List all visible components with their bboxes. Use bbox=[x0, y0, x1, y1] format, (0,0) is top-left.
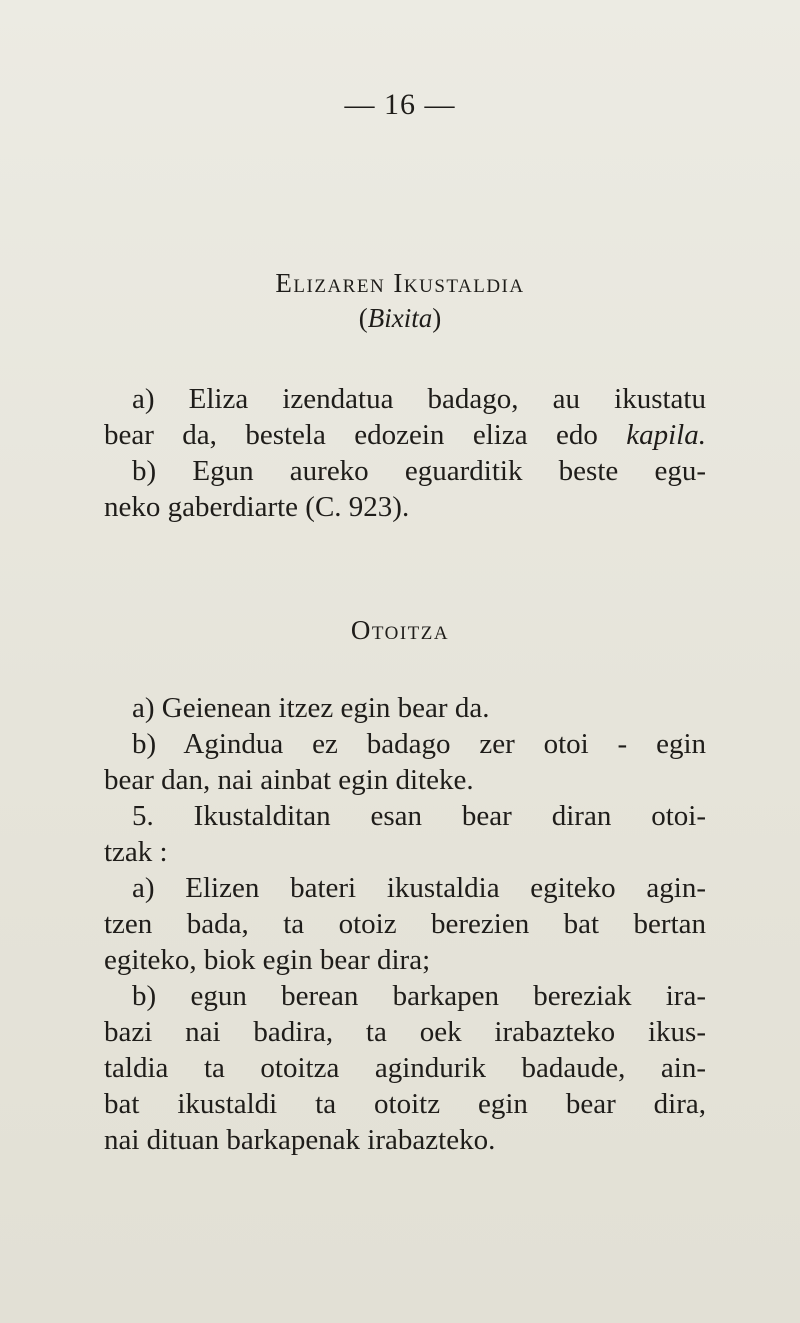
section-heading-otoitza: Otoitza bbox=[350, 615, 450, 645]
text-line: egiteko, biok egin bear dira; bbox=[104, 944, 431, 976]
text-line: bear dan, nai ainbat egin diteke. bbox=[104, 764, 474, 796]
text-line: b) Agindua ez badago zer otoi - egin bbox=[132, 728, 706, 760]
paragraph-otoitza bbox=[104, 690, 706, 1158]
paragraph-eliza bbox=[104, 381, 706, 525]
text-line: bat ikustaldi ta otoitz egin bear dira, bbox=[104, 1088, 706, 1120]
text-line: a) Elizen bateri ikustaldia egiteko agin- bbox=[132, 872, 706, 904]
text-line: taldia ta otoitza agindurik badaude, ain- bbox=[104, 1052, 706, 1084]
italic-word: kapila. bbox=[626, 419, 706, 451]
subheading-word: Bixita bbox=[367, 303, 433, 333]
text-line: b) egun berean barkapen bereziak ira- bbox=[132, 980, 706, 1012]
page-number: — 16 — bbox=[344, 88, 456, 121]
text-line: bazi nai badira, ta oek irabazteko ikus- bbox=[104, 1016, 706, 1048]
text-line: tzen bada, ta otoiz berezien bat bertan bbox=[104, 908, 706, 940]
section-heading-elizaren-ikustaldia: Elizaren Ikustaldia bbox=[275, 268, 525, 298]
text-line: tzak : bbox=[104, 836, 168, 868]
text-line: nai dituan barkapenak irabazteko. bbox=[104, 1124, 496, 1156]
text-line: a) Eliza izendatua badago, au ikustatu bbox=[132, 383, 706, 415]
section-subheading: (Bixita) bbox=[358, 303, 442, 333]
text-line bbox=[104, 417, 706, 453]
text-line-part: bear da, bestela edozein eliza edo bbox=[104, 419, 598, 451]
text-line: neko gaberdiarte (C. 923). bbox=[104, 491, 410, 523]
text-line: b) Egun aureko eguarditik beste egu- bbox=[132, 455, 706, 487]
text-line: 5. Ikustalditan esan bear diran otoi- bbox=[132, 800, 706, 832]
text-line: a) Geienean itzez egin bear da. bbox=[132, 692, 490, 724]
